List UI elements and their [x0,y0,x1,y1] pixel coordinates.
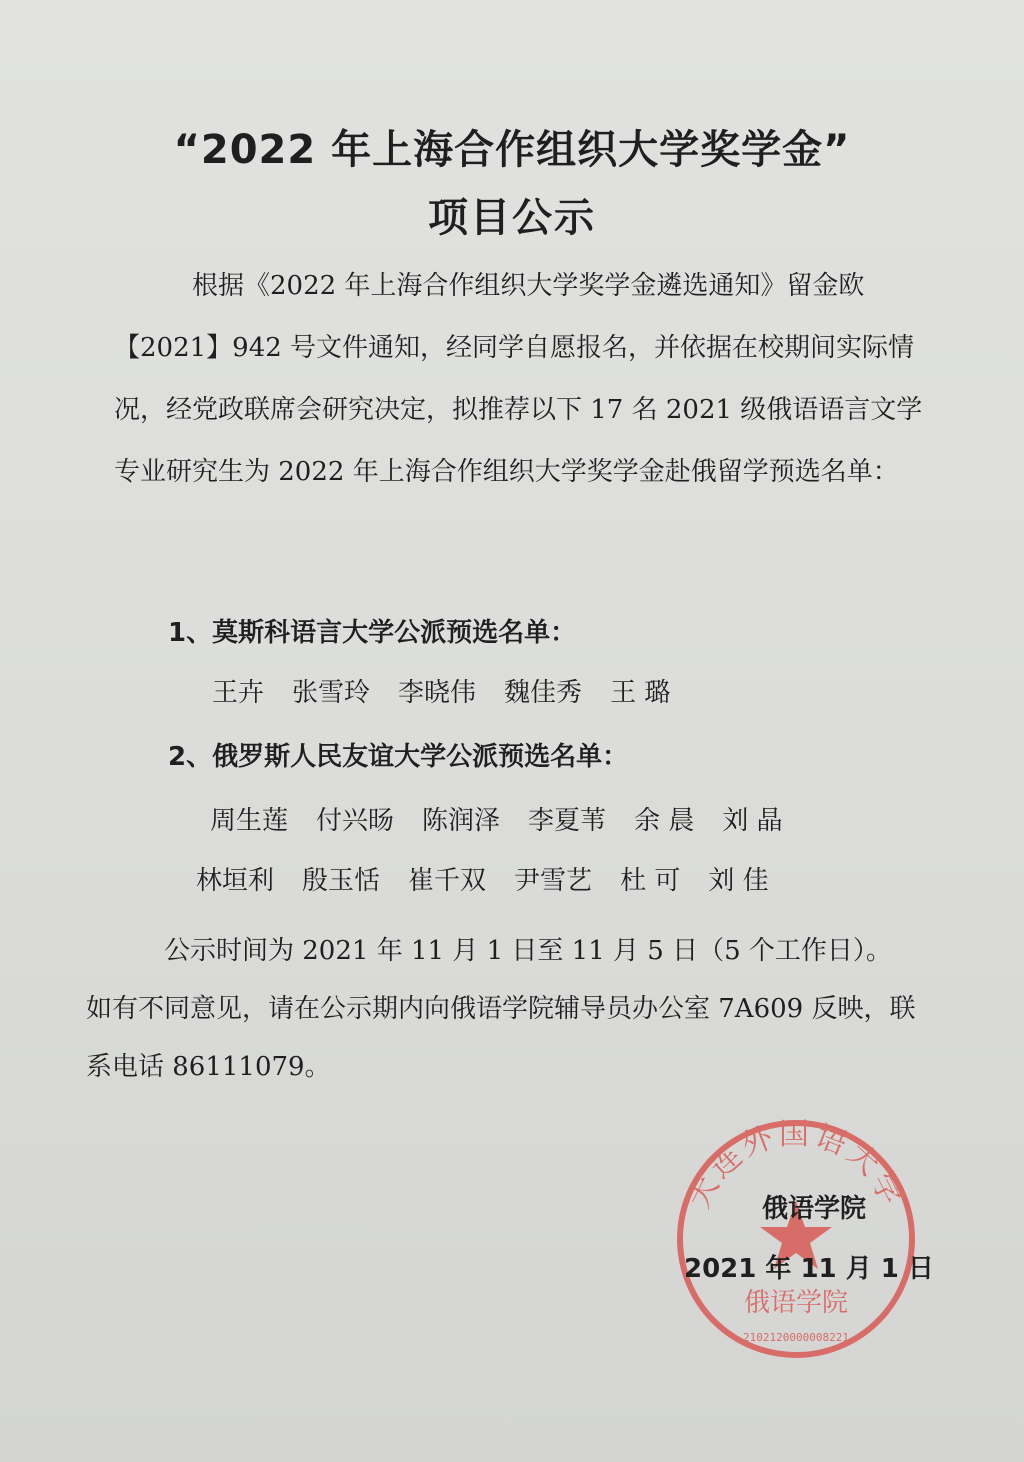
closing-paragraph: 公示时间为 2021 年 11 月 1 日至 11 月 5 日（5 个工作日）。如有不同意见，请在公示期内向俄语学院辅导员办公室 7A609 反映，联系电话 86111079。 [86,936,916,1082]
intro-paragraph: 根据《2022 年上海合作组织大学奖学金遴选通知》留金欧【2021】942 号文件通知，经同学自愿报名，并依据在校期间实际情况，经党政联席会研究决定，拟推荐以下 17 名 2021 级俄语语言文学专业研究生为 2022 年上海合作组织大学奖学金赴俄留学预选名单： [114,271,923,487]
name-item: 刘 佳 [708,866,769,896]
section1-name-list [212,672,670,709]
name-item: 李晓伟 [398,678,477,708]
name-item: 殷玉恬 [302,866,381,896]
name-item: 陈润泽 [422,806,501,836]
section1-heading: 1、莫斯科语言大学公派预选名单： [168,618,577,648]
section2-name-list-row1 [210,800,783,837]
name-item: 王卉 [212,678,265,708]
official-seal [672,1115,920,1363]
name-item: 尹雪艺 [514,866,593,896]
name-item: 王 璐 [610,678,671,708]
name-item: 付兴旸 [316,806,395,836]
name-item: 余 晨 [634,806,695,836]
name-item: 杜 可 [620,866,681,896]
section2-name-list-row2 [196,860,769,897]
signature-unit: 俄语学院 [762,1194,867,1224]
document-title: “2022 年上海合作组织大学奖学金” [173,127,851,173]
name-item: 崔千双 [408,866,487,896]
document-subtitle: 项目公示 [428,195,596,241]
seal-number: 2102120000008221 [743,1331,849,1344]
name-item: 刘 晶 [722,806,783,836]
name-item: 周生莲 [210,806,289,836]
section2-heading: 2、俄罗斯人民友谊大学公派预选名单： [168,742,629,772]
name-item: 张雪玲 [292,678,371,708]
seal-inner-text: 俄语学院 [743,1288,849,1318]
name-item: 李夏苇 [528,806,607,836]
seal-outer-text: 大连外国语大学 [681,1116,911,1214]
name-item: 林垣利 [196,866,275,896]
signature-date: 2021 年 11 月 1 日 [684,1254,934,1284]
name-item: 魏佳秀 [504,678,583,708]
